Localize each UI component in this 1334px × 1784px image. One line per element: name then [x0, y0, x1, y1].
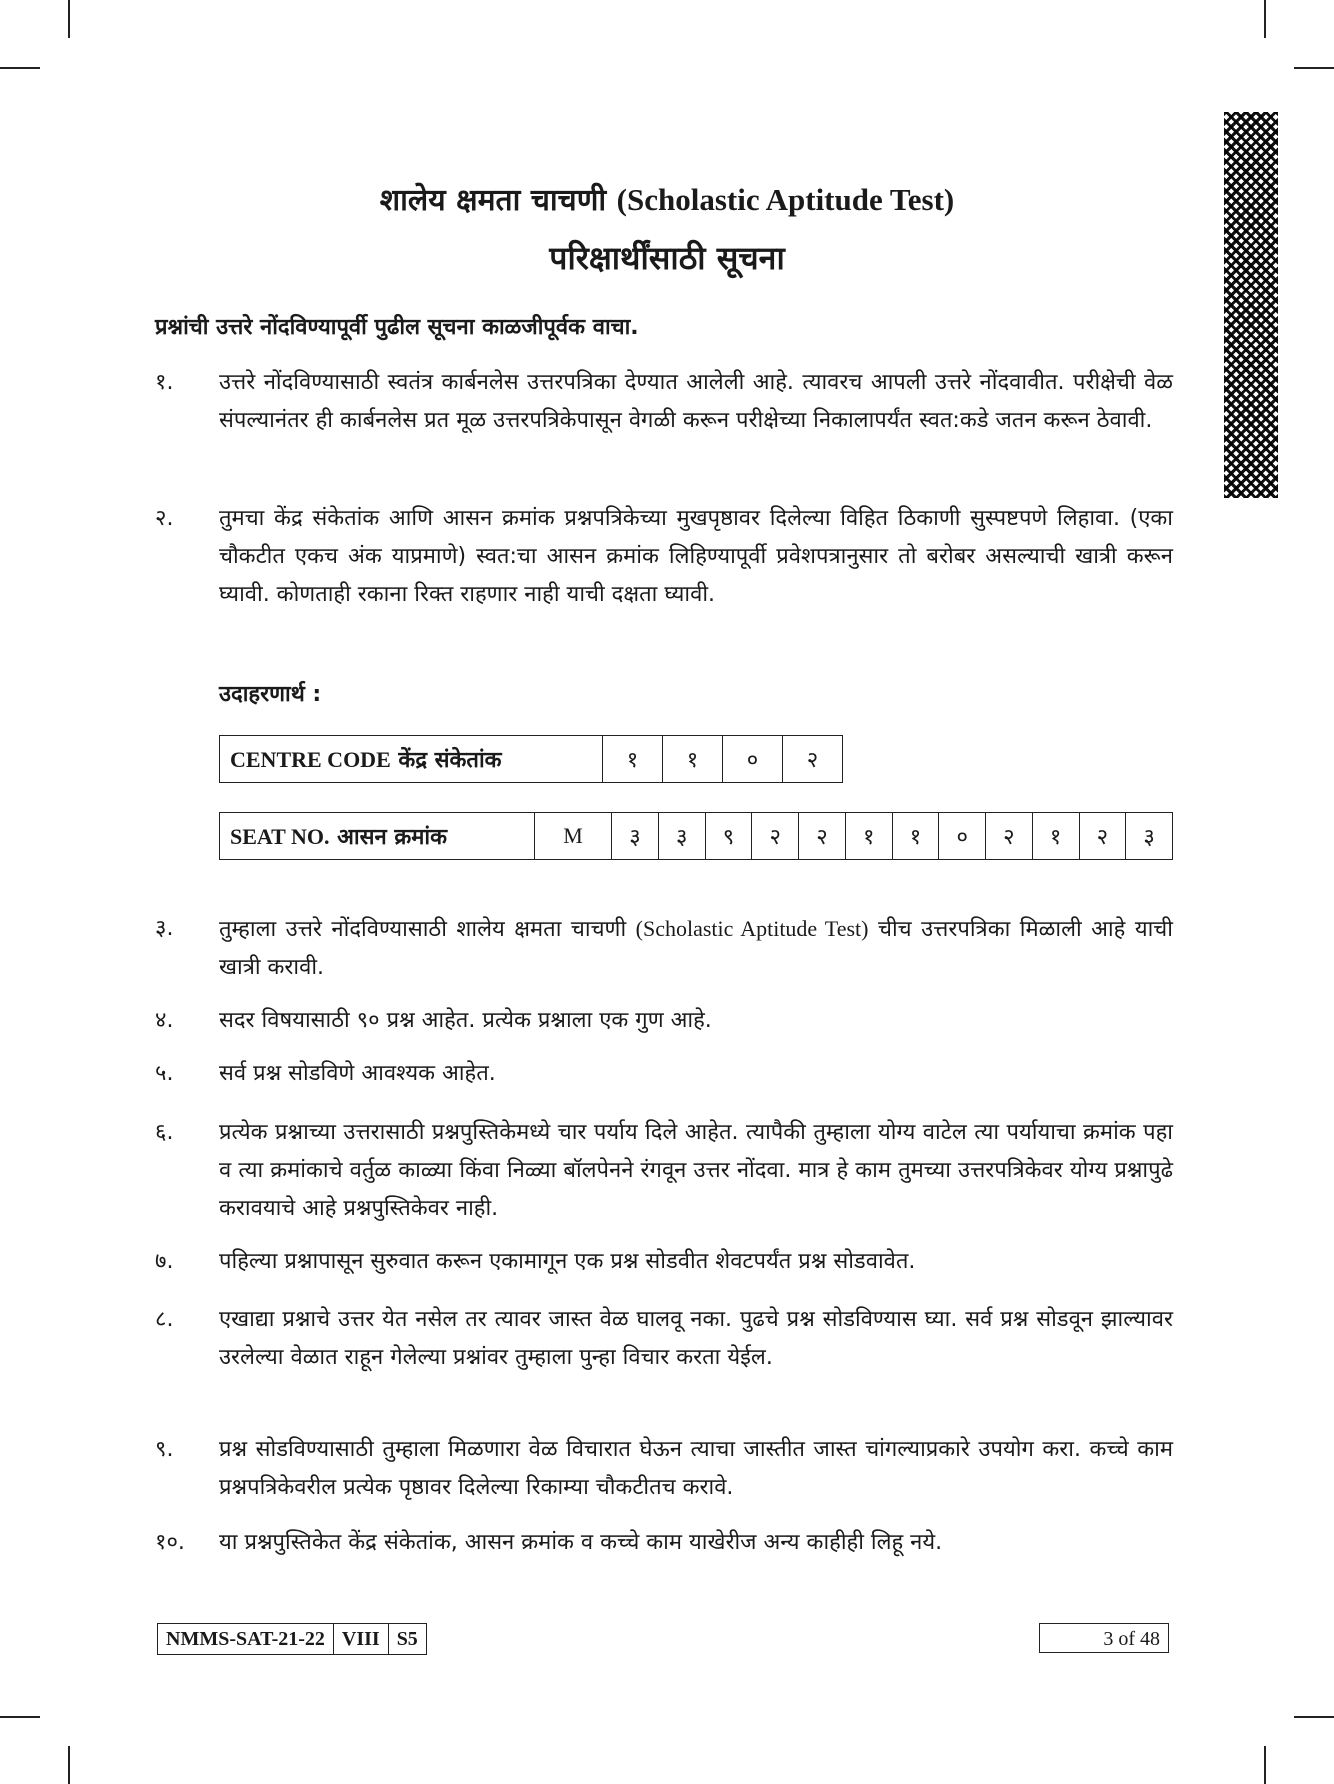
- crop-mark: [0, 67, 40, 69]
- list-item: [155, 1243, 1173, 1281]
- item-text: तुम्हाला उत्तरे नोंदविण्यासाठी शालेय क्षमता चाचणी (Scholastic Aptitude Test) चीच उत्तरपत्रिका मिळाली आहे याची खात्री करावी.: [219, 916, 1173, 980]
- page-title: [0, 178, 1334, 219]
- item-text: सर्व प्रश्न सोडविणे आवश्यक आहेत.: [219, 1061, 496, 1086]
- item-number: ५.: [155, 1061, 174, 1086]
- paper-code-box: [157, 1623, 427, 1655]
- item-text: सदर विषयासाठी ९० प्रश्न आहेत. प्रत्येक प्रश्नाला एक गुण आहे.: [219, 1008, 712, 1033]
- item-text: या प्रश्नपुस्तिकेत केंद्र संकेतांक, आसन क्रमांक व कच्चे काम याखेरीज अन्य काहीही लिहू नये.: [219, 1530, 943, 1555]
- example-label: उदाहरणार्थ :: [219, 682, 322, 707]
- item-number: ९.: [155, 1437, 174, 1462]
- decorative-side-pattern: [1224, 112, 1278, 498]
- crop-mark: [1264, 1746, 1266, 1784]
- centre-digit: १: [663, 736, 723, 783]
- seat-number-label: SEAT NO. आसन क्रमांक: [220, 813, 535, 860]
- list-item: [155, 1002, 1173, 1040]
- item-number: ८.: [155, 1307, 174, 1332]
- list-item: [155, 1114, 1173, 1228]
- list-item: [155, 1055, 1173, 1093]
- item-number: २.: [155, 506, 174, 531]
- crop-mark: [68, 0, 70, 38]
- crop-mark: [68, 1746, 70, 1784]
- list-item: [155, 500, 1173, 614]
- item-text: प्रश्न सोडविण्यासाठी तुम्हाला मिळणारा वेळ विचारात घेऊन त्याचा जास्तीत जास्त चांगल्याप्रकारे उपयोग करा. कच्चे काम प्रश्नपत्रिकेवरील प्रत्येक पृष्ठावर दिलेल्या रिकाम्या चौकटीतच करावे.: [219, 1437, 1174, 1500]
- item-number: ४.: [155, 1008, 174, 1033]
- item-text: एखाद्या प्रश्नाचे उत्तर येत नसेल तर त्यावर जास्त वेळ घालवू नका. पुढचे प्रश्न सोडविण्यास घ्या. सर्व प्रश्न सोडवून झाल्यावर उरलेल्या वेळात राहून गेलेल्या प्रश्नांवर तुम्हाला पुन्हा विचार करता येईल.: [219, 1307, 1173, 1370]
- item-number: ६.: [155, 1120, 174, 1145]
- class-code: VIII: [334, 1624, 389, 1654]
- seat-digit: २: [752, 813, 799, 860]
- item-number: १.: [155, 370, 174, 395]
- seat-number-table: [219, 812, 1173, 860]
- crop-mark: [0, 1716, 40, 1718]
- list-item: [155, 910, 1173, 987]
- list-item: [155, 364, 1173, 440]
- lead-instruction: प्रश्नांची उत्तरे नोंदविण्यापूर्वी पुढील सूचना काळजीपूर्वक वाचा.: [155, 315, 639, 340]
- item-text: तुमचा केंद्र संकेतांक आणि आसन क्रमांक प्रश्नपत्रिकेच्या मुखपृष्ठावर दिलेल्या विहित ठिकाणी सुस्पष्टपणे लिहावा. (एका चौकटीत एकच अंक याप्रमाणे) स्वत:चा आसन क्रमांक लिहिण्यापूर्वी प्रवेशपत्रानुसार तो बरोबर असल्याची खात्री करून घ्यावी. कोणताही रकाना रिक्त राहणार नाही याची दक्षता घ्यावी.: [219, 506, 1173, 607]
- item-number: ७.: [155, 1249, 174, 1274]
- item-text: प्रत्येक प्रश्नाच्या उत्तरासाठी प्रश्नपुस्तिकेमध्ये चार पर्याय दिले आहेत. त्यापैकी तुम्हाला योग्य वाटेल त्या पर्यायाचा क्रमांक पहा व त्या क्रमांकाचे वर्तुळ काळ्या किंवा निळ्या बॉलपेनने रंगवून उत्तर नोंदवा. मात्र हे काम तुमच्या उत्तरपत्रिकेवर योग्य प्रश्नापुढे करावयाचे आहे प्रश्नपुस्तिकेवर नाही.: [219, 1120, 1173, 1221]
- seat-digit: M: [535, 813, 612, 860]
- centre-digit: ०: [723, 736, 783, 783]
- centre-code-label: CENTRE CODE केंद्र संकेतांक: [220, 736, 603, 783]
- seat-digit: ३: [658, 813, 705, 860]
- title-marathi: शालेय क्षमता चाचणी: [379, 183, 607, 218]
- seat-digit: ३: [1126, 813, 1173, 860]
- page-number: 3 of 48: [1039, 1623, 1169, 1653]
- list-item: [155, 1301, 1173, 1377]
- paper-code: NMMS-SAT-21-22: [158, 1624, 334, 1654]
- crop-mark: [1264, 0, 1266, 38]
- centre-code-table: [219, 735, 843, 783]
- seat-digit: २: [799, 813, 846, 860]
- crop-mark: [1294, 67, 1334, 69]
- seat-digit: १: [845, 813, 892, 860]
- seat-digit: २: [1079, 813, 1126, 860]
- seat-digit: ९: [705, 813, 752, 860]
- set-code: S5: [396, 1628, 418, 1650]
- centre-digit: १: [603, 736, 663, 783]
- seat-digit: ०: [939, 813, 986, 860]
- seat-digit: १: [1032, 813, 1079, 860]
- crop-mark: [1294, 1716, 1334, 1718]
- item-text: पहिल्या प्रश्नापासून सुरुवात करून एकामागून एक प्रश्न सोडवीत शेवटपर्यंत प्रश्न सोडवावेत.: [219, 1249, 916, 1274]
- item-text: उत्तरे नोंदविण्यासाठी स्वतंत्र कार्बनलेस उत्तरपत्रिका देण्यात आलेली आहे. त्यावरच आपली उत्तरे नोंदवावीत. परीक्षेची वेळ संपल्यानंतर ही कार्बनलेस प्रत मूळ उत्तरपत्रिकेपासून वेगळी करून परीक्षेच्या निकालापर्यंत स्वत:कडे जतन करून ठेवावी.: [219, 370, 1173, 433]
- item-number: १०.: [155, 1530, 185, 1555]
- item-number: ३.: [155, 916, 174, 941]
- centre-digit: २: [783, 736, 843, 783]
- seat-digit: १: [892, 813, 939, 860]
- title-english: (Scholastic Aptitude Test): [616, 182, 955, 217]
- list-item: [155, 1524, 1173, 1562]
- seat-digit: २: [986, 813, 1033, 860]
- list-item: [155, 1431, 1173, 1507]
- page-subtitle: परिक्षार्थींसाठी सूचना: [549, 239, 785, 277]
- seat-digit: ३: [612, 813, 659, 860]
